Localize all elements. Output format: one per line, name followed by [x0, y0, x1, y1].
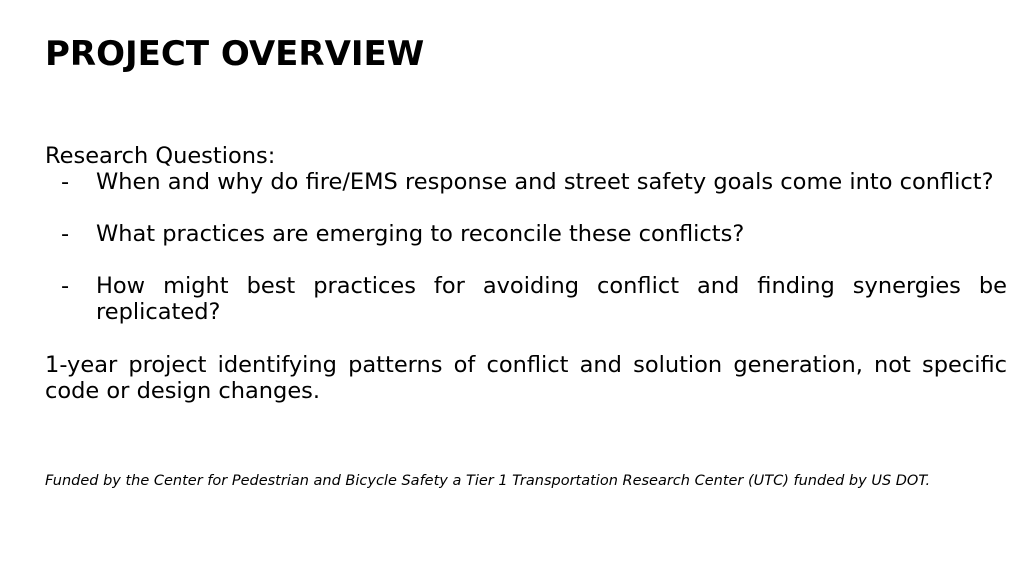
list-item — [45, 222, 1007, 248]
question-text: What practices are emerging to reconcile these conflicts? — [96, 220, 745, 247]
project-summary: 1-year project identifying patterns of conflict and solution generation, not specific code or design changes. — [45, 352, 1007, 405]
list-item — [45, 170, 1007, 196]
list-item — [45, 274, 1007, 326]
slide-body — [45, 144, 1007, 405]
funding-note: Funded by the Center for Pedestrian and Bicycle Safety a Tier 1 Transportation Research Center (UTC) funded by US DOT. — [45, 473, 931, 489]
bullet-dash: - — [61, 168, 70, 195]
research-questions-list — [45, 170, 1007, 326]
bullet-dash: - — [61, 272, 70, 299]
research-questions-label: Research Questions: — [45, 143, 276, 169]
slide-title: PROJECT OVERVIEW — [45, 34, 425, 74]
question-text: How might best practices for avoiding conflict and finding synergies be replicated? — [96, 272, 1007, 325]
question-text: When and why do fire/EMS response and street safety goals come into conflict? — [96, 168, 994, 195]
bullet-dash: - — [61, 220, 70, 247]
